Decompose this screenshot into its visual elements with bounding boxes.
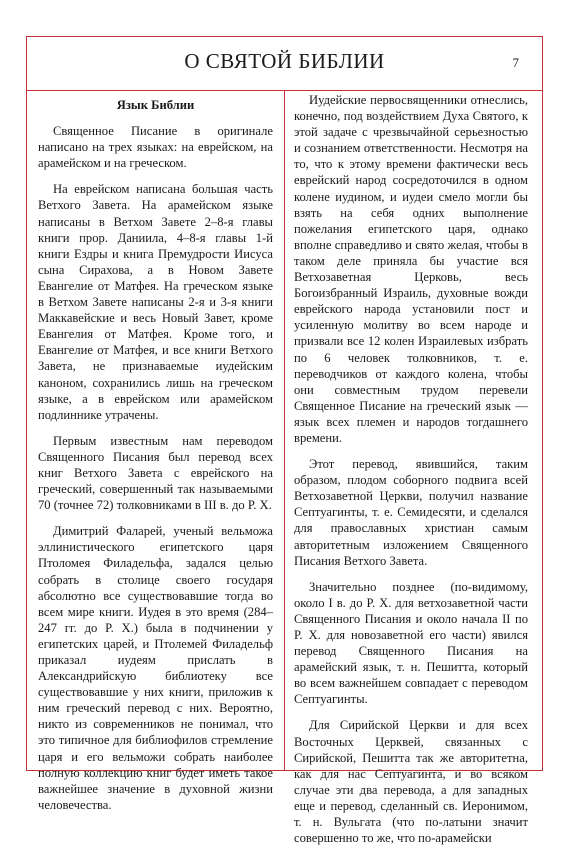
right-column xyxy=(294,92,528,846)
section-title: Язык Библии xyxy=(116,98,195,112)
paragraph: Первым известным нам переводом Священного Писания был перевод всех книг Ветхого Завета с еврейского на греческий, совершенный так называемыми 70 (точнее 72) толковниками в III в. до Р. Х. xyxy=(38,433,273,513)
paragraph: Значительно позднее (по-видимому, около I в. до Р. Х. для ветхозаветной части Священного Писания и около начала II по Р. Х. для новозаветной его части) явился перевод Священного Писания на арамейский язык, т. н. Пешитта, который во всем важнейшем совпадает с переводом Септуагинты. xyxy=(294,579,528,707)
paragraph: Священное Писание в оригинале написано на трех языках: на еврейском, на арамейском и на греческом. xyxy=(38,124,273,171)
paragraph: Димитрий Фаларей, ученый вельможа эллинистического египетского царя Птоломея Филадельфа, задался целью собрать в столице своего государя абсолютно все существовавшие тогда во всем мире книги. Иудея в это время (284–247 гг. до Р. Х.) была в подчинении у египетских царей, и Птолемей Филадельф приказал иудеям прислать в Александрийскую библиотеку все существовавшие у них книги, приложив к ним греческий перевод с них. Вероятно, никто из современников не понимал, что это типичное для библиофилов стремление царя и его вельможи собрать наиболее полную коллекцию книг будет иметь такое важнейшее значение в духовной жизни человечества. xyxy=(38,524,273,812)
column-divider xyxy=(284,91,285,771)
left-column xyxy=(38,92,273,813)
paragraph: Для Сирийской Церкви и для всех Восточных Церквей, связанных с Сирийской, Пешитта так же авторитетна, как для нас Септуагинта, и во всяком случае эти два перевода, а для западных еще и перевод, сделанный св. Иеронимом, т. н. Вульгата (что по-латыни значит совершенно то же, что по-арамейски xyxy=(294,718,528,846)
page-header xyxy=(26,36,543,91)
page-title: О СВЯТОЙ БИБЛИИ xyxy=(184,49,385,73)
paragraph: На еврейском написана большая часть Ветхого Завета. На арамейском языке написаны в Ветхом Завете 2–8-я главы книги прор. Даниила, 4–8-я главы 1-й книги Ездры и книга Премудрости Иисуса сына Сирахова, а в Новом Завете Евангелие от Матфея. На греческом языке в Ветхом Завете написаны 2-я и 3-я книги Маккавейские и весь Новый Завет, кроме Евангелия от Матфея. Кроме того, и Евангелие от Матфея, и все книги Ветхого Завета, не признаваемые иудейским каноном, сохранились лишь на греческом языке, а в еврейском или арамейском подлиннике утрачены. xyxy=(38,182,273,422)
paragraph: Иудейские первосвященники отнеслись, конечно, под воздействием Духа Святого, к этой задаче с чрезвычайной серьезностью и сознанием ответственности. Несмотря на то, что к этому времени фактически весь еврейский народ сосредоточился в одном колене иудином, и иудеи смело могли бы взять на себя одних выполнение пожелания египетского царя, однако вполне справедливо и свято желая, чтобы в таком деле приняла бы участие вся Ветхозаветная Церковь, весь Богоизбранный Израиль, духовные вожди еврейского народа установили пост и усиленную молитву во всем народе и призвали все 12 колен Израилевых избрать по 6 человек толковников, т. е. переводчиков от каждого колена, чтобы они совместным трудом перевели Священное Писание на греческий язык — язык всех племен и народов тогдашнего времени. xyxy=(294,93,528,445)
paragraph: Этот перевод, явившийся, таким образом, плодом соборного подвига всей Ветхозаветной Церкви, получил название Септуагинты, т. е. Семидесяти, и сделался для православных христиан самым авторитетным изложением Священного Писания Ветхого Завета. xyxy=(294,457,528,568)
page-number: 7 xyxy=(512,55,519,70)
